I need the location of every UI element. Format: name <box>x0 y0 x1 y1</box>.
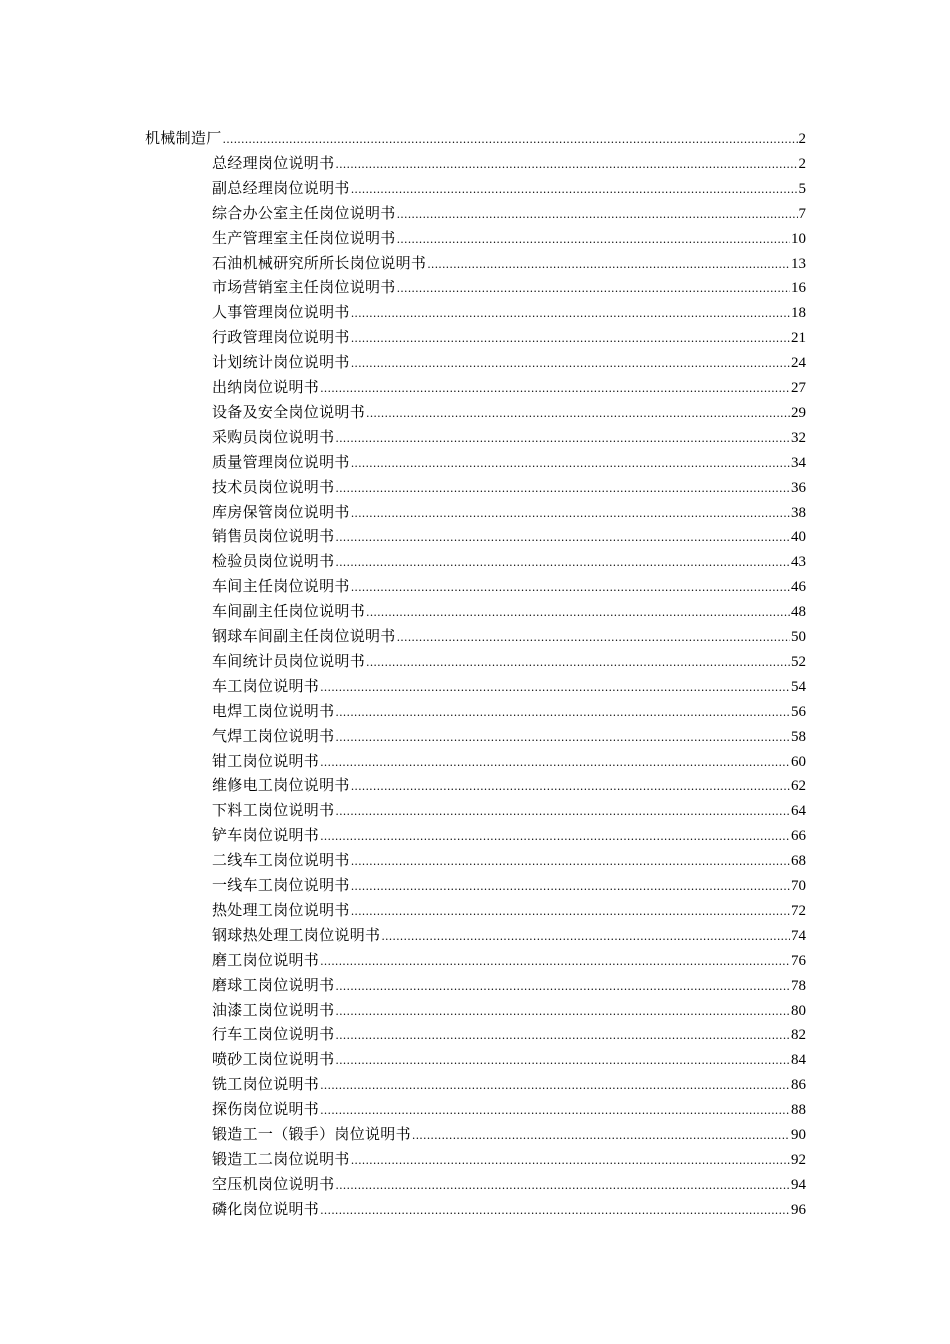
toc-page-number: 66 <box>791 828 806 845</box>
toc-entry[interactable] <box>212 1072 806 1097</box>
toc-entry-title: 铲车岗位说明书 <box>212 826 320 845</box>
toc-page-number: 32 <box>791 429 806 446</box>
toc-entry-title: 生产管理室主任岗位说明书 <box>212 228 396 247</box>
toc-entry-title: 车工岗位说明书 <box>212 676 320 695</box>
toc-entry-title: 电焊工岗位说明书 <box>212 701 335 720</box>
toc-dot-leader <box>381 925 790 950</box>
toc-dot-leader <box>335 153 797 178</box>
toc-entry[interactable] <box>212 1122 806 1147</box>
toc-dot-leader <box>335 551 790 576</box>
toc-dot-leader <box>335 800 790 825</box>
toc-entry[interactable] <box>212 176 806 201</box>
toc-dot-leader <box>351 875 790 900</box>
toc-entry-title: 市场营销室主任岗位说明书 <box>212 278 396 297</box>
toc-page-number: 58 <box>791 728 806 745</box>
toc-page-number: 13 <box>791 255 806 272</box>
toc-entry[interactable] <box>212 1172 806 1197</box>
toc-page-number: 90 <box>791 1127 806 1143</box>
toc-entry[interactable] <box>145 126 806 151</box>
toc-entry[interactable] <box>212 375 806 400</box>
toc-entry[interactable] <box>212 1097 806 1122</box>
toc-entry[interactable] <box>212 1022 806 1047</box>
toc-entry[interactable] <box>212 400 806 425</box>
toc-entry[interactable] <box>212 773 806 798</box>
toc-entry-title: 锻造工二岗位说明书 <box>212 1149 350 1168</box>
toc-entry-title: 副总经理岗位说明书 <box>212 178 350 197</box>
toc-page-number: 40 <box>791 529 806 546</box>
toc-page-number: 50 <box>791 629 806 645</box>
toc-entry[interactable] <box>212 699 806 724</box>
toc-page-number: 5 <box>798 180 806 197</box>
toc-dot-leader <box>397 228 790 253</box>
toc-dot-leader <box>320 1074 790 1099</box>
toc-dot-leader <box>351 178 798 203</box>
toc-entry[interactable] <box>212 798 806 823</box>
toc-page-number: 29 <box>791 404 806 421</box>
toc-page-number: 18 <box>791 305 806 322</box>
toc-page-number: 2 <box>798 155 806 172</box>
toc-dot-leader <box>335 1000 790 1025</box>
toc-page-number: 62 <box>791 778 806 795</box>
toc-entry-title: 车间副主任岗位说明书 <box>212 602 366 621</box>
toc-entry[interactable] <box>212 524 806 549</box>
toc-entry[interactable] <box>212 724 806 749</box>
toc-entry[interactable] <box>212 1197 806 1222</box>
toc-page-number: 52 <box>791 653 806 670</box>
toc-entry-title: 钳工岗位说明书 <box>212 751 320 770</box>
toc-page-number: 54 <box>791 678 806 695</box>
toc-dot-leader <box>351 327 790 352</box>
toc-entry-title: 油漆工岗位说明书 <box>212 1000 335 1019</box>
toc-entry-title: 钢球热处理工岗位说明书 <box>212 925 381 944</box>
toc-entry-title: 磨工岗位说明书 <box>212 950 320 969</box>
toc-dot-leader <box>351 850 790 875</box>
toc-page-number: 46 <box>791 579 806 596</box>
toc-dot-leader <box>351 775 790 800</box>
toc-entry-title: 计划统计岗位说明书 <box>212 353 350 372</box>
toc-entry-title: 行政管理岗位说明书 <box>212 328 350 347</box>
toc-entry-title: 总经理岗位说明书 <box>212 153 335 172</box>
toc-page-number: 43 <box>791 554 806 571</box>
toc-dot-leader <box>366 651 790 676</box>
toc-dot-leader <box>335 1174 790 1199</box>
toc-page-number: 68 <box>791 853 806 870</box>
toc-entry-title: 车间统计员岗位说明书 <box>212 651 366 670</box>
toc-entry[interactable] <box>212 848 806 873</box>
toc-entry[interactable] <box>212 500 806 525</box>
toc-entry-title: 库房保管岗位说明书 <box>212 502 350 521</box>
toc-entry[interactable] <box>212 201 806 226</box>
toc-entry[interactable] <box>212 151 806 176</box>
toc-page-number: 72 <box>791 902 806 919</box>
toc-page-number: 78 <box>791 977 806 994</box>
toc-entry-title: 人事管理岗位说明书 <box>212 303 350 322</box>
toc-entry-title: 机械制造厂 <box>145 129 222 147</box>
toc-entry[interactable] <box>212 1047 806 1072</box>
toc-entry-title: 下料工岗位说明书 <box>212 801 335 820</box>
toc-entry[interactable] <box>212 425 806 450</box>
toc-entry-title: 车间主任岗位说明书 <box>212 577 350 596</box>
toc-entry[interactable] <box>212 599 806 624</box>
toc-dot-leader <box>412 1124 790 1149</box>
toc-entry-title: 行车工岗位说明书 <box>212 1025 335 1044</box>
toc-page-number: 88 <box>791 1102 806 1119</box>
toc-page-number: 21 <box>791 330 806 347</box>
toc-page-number: 7 <box>798 205 806 222</box>
toc-dot-leader <box>335 701 790 726</box>
toc-dot-leader <box>320 825 790 850</box>
toc-entry[interactable] <box>212 823 806 848</box>
toc-entry-title: 销售员岗位说明书 <box>212 527 335 546</box>
toc-dot-leader <box>351 352 790 377</box>
toc-page-number: 34 <box>791 454 806 471</box>
toc-dot-leader <box>335 975 790 1000</box>
toc-entry[interactable] <box>212 275 806 300</box>
toc-entry[interactable] <box>212 898 806 923</box>
toc-entry-title: 气焊工岗位说明书 <box>212 726 335 745</box>
toc-dot-leader <box>397 277 790 302</box>
toc-page-number: 2 <box>798 131 806 147</box>
toc-entry[interactable] <box>212 998 806 1023</box>
toc-dot-leader <box>351 1149 790 1174</box>
toc-dot-leader <box>351 452 790 477</box>
toc-entry-title: 石油机械研究所所长岗位说明书 <box>212 253 427 272</box>
toc-page-number: 64 <box>791 803 806 820</box>
toc-dot-leader <box>351 302 790 327</box>
toc-dot-leader <box>320 1199 790 1224</box>
toc-entry-title: 空压机岗位说明书 <box>212 1174 335 1193</box>
toc-page-number: 70 <box>791 878 806 894</box>
toc-entry[interactable] <box>212 325 806 350</box>
toc-entry-title: 铣工岗位说明书 <box>212 1075 320 1094</box>
toc-entry[interactable] <box>212 749 806 774</box>
toc-page-number: 16 <box>791 280 806 297</box>
toc-dot-leader <box>335 726 790 751</box>
toc-entry-title: 一线车工岗位说明书 <box>212 876 350 894</box>
toc-entry[interactable] <box>212 624 806 649</box>
toc-page-number: 94 <box>791 1176 806 1193</box>
toc-entry[interactable] <box>212 873 806 898</box>
toc-entry-title: 技术员岗位说明书 <box>212 477 335 496</box>
toc-page-number: 56 <box>791 703 806 720</box>
toc-entry[interactable] <box>212 549 806 574</box>
toc-page-number: 27 <box>791 380 806 396</box>
toc-entry[interactable] <box>212 300 806 325</box>
toc-entry-title: 钢球车间副主任岗位说明书 <box>212 627 396 645</box>
toc-page-number: 84 <box>791 1052 806 1069</box>
toc-dot-leader <box>320 751 790 776</box>
toc-entry-title: 探伤岗位说明书 <box>212 1100 320 1119</box>
toc-entry[interactable] <box>212 1147 806 1172</box>
toc-entry[interactable] <box>212 574 806 599</box>
toc-entry-title: 热处理工岗位说明书 <box>212 900 350 919</box>
toc-page-number: 10 <box>791 230 806 247</box>
toc-dot-leader <box>320 377 790 402</box>
toc-page-number: 82 <box>791 1027 806 1044</box>
toc-dot-leader <box>335 427 790 452</box>
toc-dot-leader <box>335 526 790 551</box>
toc-dot-leader <box>366 402 790 427</box>
toc-entry[interactable] <box>212 450 806 475</box>
toc-page-number: 86 <box>791 1077 806 1094</box>
toc-dot-leader <box>335 1049 790 1074</box>
toc-dot-leader <box>397 203 798 228</box>
toc-dot-leader <box>351 502 790 527</box>
toc-page-number: 76 <box>791 952 806 969</box>
toc-page-number: 92 <box>791 1151 806 1168</box>
toc-entry-title: 喷砂工岗位说明书 <box>212 1050 335 1069</box>
toc-entry-title: 维修电工岗位说明书 <box>212 776 350 795</box>
toc-entry-title: 二线车工岗位说明书 <box>212 851 350 870</box>
toc-dot-leader <box>397 626 790 651</box>
toc-dot-leader <box>351 576 790 601</box>
toc-entry[interactable] <box>212 973 806 998</box>
toc-entry-title: 检验员岗位说明书 <box>212 552 335 571</box>
toc-entry-title: 锻造工一（锻手）岗位说明书 <box>212 1125 411 1143</box>
toc-page-number: 80 <box>791 1002 806 1019</box>
toc-entry-title: 出纳岗位说明书 <box>212 378 320 396</box>
toc-entry[interactable] <box>212 475 806 500</box>
toc-dot-leader <box>320 1099 790 1124</box>
toc-entry-title: 设备及安全岗位说明书 <box>212 402 366 421</box>
toc-page-number: 60 <box>791 753 806 770</box>
toc-entry[interactable] <box>212 251 806 276</box>
toc-entry-title: 磷化岗位说明书 <box>212 1199 320 1218</box>
toc-dot-leader <box>335 477 790 502</box>
toc-entry-title: 采购员岗位说明书 <box>212 427 335 446</box>
toc-dot-leader <box>427 253 790 278</box>
toc-entry[interactable] <box>212 674 806 699</box>
toc-page-number: 24 <box>791 355 806 372</box>
toc-entry-title: 质量管理岗位说明书 <box>212 452 350 471</box>
toc-page-number: 36 <box>791 479 806 496</box>
toc-entry[interactable] <box>212 923 806 948</box>
toc-dot-leader <box>335 1024 790 1049</box>
toc-dot-leader <box>223 128 798 153</box>
toc-entry-title: 磨球工岗位说明书 <box>212 975 335 994</box>
toc-entry[interactable] <box>212 948 806 973</box>
toc-page-number: 96 <box>791 1201 806 1218</box>
toc-entry[interactable] <box>212 226 806 251</box>
toc-dot-leader <box>320 950 790 975</box>
toc-entry[interactable] <box>212 350 806 375</box>
toc-dot-leader <box>366 601 790 626</box>
toc-dot-leader <box>320 676 790 701</box>
toc-page-number: 48 <box>791 604 806 621</box>
toc-page-number: 38 <box>791 504 806 521</box>
toc-entry[interactable] <box>212 649 806 674</box>
toc-entry-title: 综合办公室主任岗位说明书 <box>212 203 396 222</box>
toc-dot-leader <box>351 900 790 925</box>
toc-page-number: 74 <box>791 927 806 944</box>
